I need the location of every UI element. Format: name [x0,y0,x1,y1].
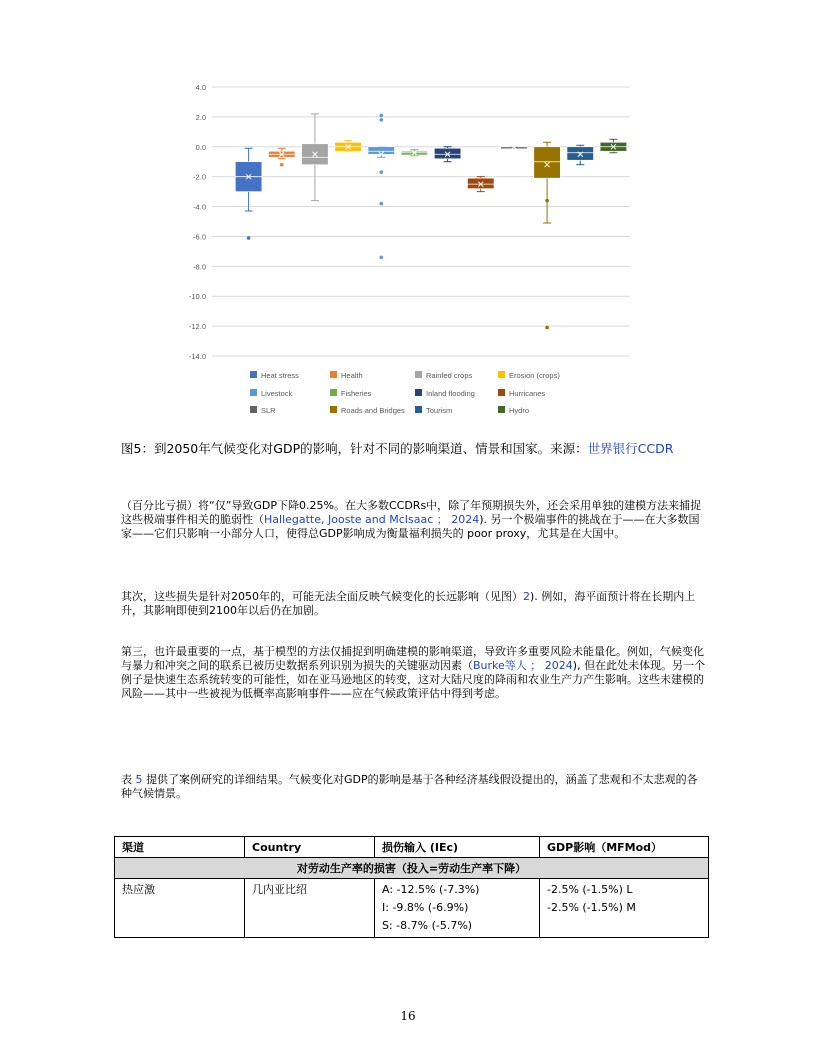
y-tick-label: -12.0 [188,322,206,332]
legend-label: Erosion (crops) [509,371,560,380]
y-tick-label: 0.0 [195,142,206,152]
cell-gdp [540,879,709,938]
legend-label: Inland flooding [426,389,475,398]
outlier-point [379,170,383,174]
legend-swatch [250,406,257,413]
legend-swatch [415,406,422,413]
y-tick-label: -2.0 [193,172,206,182]
legend-swatch [330,371,337,378]
paragraph-2 [121,590,706,618]
legend-label: Tourism [426,406,453,415]
caption-text: 图5：到2050年气候变化对GDP的影响，针对不同的影响渠道、情景和国家。来源： [121,441,588,456]
paragraph-4-text-b: 提供了案例研究的详细结果。气候变化对GDP的影响是基于各种经济基线假设提出的，涵盖了悲观和不太悲观的各种气候情景。 [121,773,698,800]
legend-label: Fisheries [341,389,372,398]
legend-label: SLR [261,406,276,415]
input-s: S: -8.7% (-5.7%) [382,919,473,932]
outlier-point [247,236,251,240]
table-5-link[interactable]: 5 [135,773,143,786]
header-damage-input: 损伤输入 (IEc) [375,837,540,858]
y-tick-label: -8.0 [193,262,206,272]
legend-swatch [498,371,505,378]
legend-label: Heat stress [261,371,299,380]
input-i: I: -9.8% (-6.9%) [382,901,469,914]
box-inland-flooding [434,148,461,158]
outlier-point [379,202,383,206]
legend-label: Hydro [509,406,530,415]
legend-swatch [415,389,422,396]
outlier-point [280,163,284,167]
legend-label: Roads and Bridges [341,406,405,415]
y-tick-label: 2.0 [195,112,206,122]
paragraph-1-text-b: ). 另一个极端事件的挑战在于——在大多数国家——它们只影响一小部分人口，使得总GDP影响成为衡量福利损失的 poor proxy，尤其是在大国中。 [121,513,700,540]
box-roads-and-bridges [534,147,561,178]
legend-label: Health [341,371,363,380]
table-section-row [115,858,709,879]
page-number: 16 [400,1009,416,1023]
header-channel: 渠道 [115,837,245,858]
paragraph-4 [121,773,706,801]
legend-label: Rainfed crops [426,371,473,380]
paragraph-2-text-b: ). 例如，海平面预计将在长期内上升，其影响即使到2100年以后仍在加剧。 [121,590,696,617]
outlier-point [545,326,549,330]
paragraph-2-text-a: 其次，这些损失是针对2050年的，可能无法全面反映气候变化的长远影响（见图） [121,590,523,603]
header-country: Country [245,837,375,858]
table-header-row [115,837,709,858]
legend-label: Hurricanes [509,389,546,398]
gdp-m: -2.5% (-1.5%) M [547,901,636,914]
citation-hallegatte[interactable]: Hallegatte, Jooste and McIsaac ； 2024 [264,513,480,526]
citation-burke[interactable]: Burke等人 ； 2024 [473,659,573,672]
legend-swatch [498,406,505,413]
paragraph-4-text-a: 表 [121,773,132,786]
figure-2-link[interactable]: 2 [523,590,530,603]
boxplot-chart [170,75,640,430]
outlier-point [379,118,383,122]
outlier-point [545,199,549,203]
cell-channel: 热应激 [115,879,245,938]
paragraph-1-text-a: （百分比亏损）将“仅”导致GDP下降0.25%。在大多数CCDRs中，除了年预期损失外，还会采用单独的建模方法来捕捉这些极端事件相关的脆弱性（ [121,499,702,526]
box-tourism [567,147,594,160]
results-table [114,836,709,938]
section-label: 对劳动生产率的损害（投入=劳动生产率下降） [115,858,709,879]
input-a: A: -12.5% (-7.3%) [382,883,480,896]
caption-source-link[interactable]: 世界银行CCDR [587,441,674,456]
y-tick-label: -14.0 [188,352,206,361]
cell-inputs [375,879,540,938]
y-tick-label: -10.0 [188,292,206,302]
gdp-l: -2.5% (-1.5%) L [547,883,633,896]
y-tick-label: 4.0 [195,83,206,92]
legend-swatch [250,371,257,378]
y-tick-label: -4.0 [193,202,206,212]
legend-swatch [498,389,505,396]
legend-swatch [330,406,337,413]
box-hurricanes [467,178,494,188]
legend-swatch [330,389,337,396]
figure-caption [121,441,706,457]
legend-swatch [415,371,422,378]
legend-swatch [250,389,257,396]
y-tick-label: -6.0 [193,232,206,242]
paragraph-3-text-a: 第三，也许最重要的一点，基于模型的方法仅捕捉到明确建模的影响渠道，导致许多重要风险未能量化。例如，气候变化与暴力和冲突之间的联系已被历史数据系列识别为损失的关键驱动因素（ [121,645,704,672]
cell-country: 几内亚比绍 [245,879,375,938]
box-livestock [368,147,395,154]
header-gdp-impact: GDP影响（MFMod） [540,837,709,858]
table-row [115,879,709,938]
outlier-point [379,114,383,118]
legend-label: Livestock [261,389,293,398]
paragraph-3 [121,645,706,701]
paragraph-1 [121,499,706,541]
outlier-point [379,256,383,260]
paragraph-3-text-b: ), 但在此处未体现。另一个例子是快速生态系统转变的可能性，如在亚马逊地区的转变，这对大陆尺度的降雨和农业生产力产生影响。这些未建模的风险——其中一些被视为低概率高影响事件——应在气候政策评估中得到考虑。 [121,659,706,700]
